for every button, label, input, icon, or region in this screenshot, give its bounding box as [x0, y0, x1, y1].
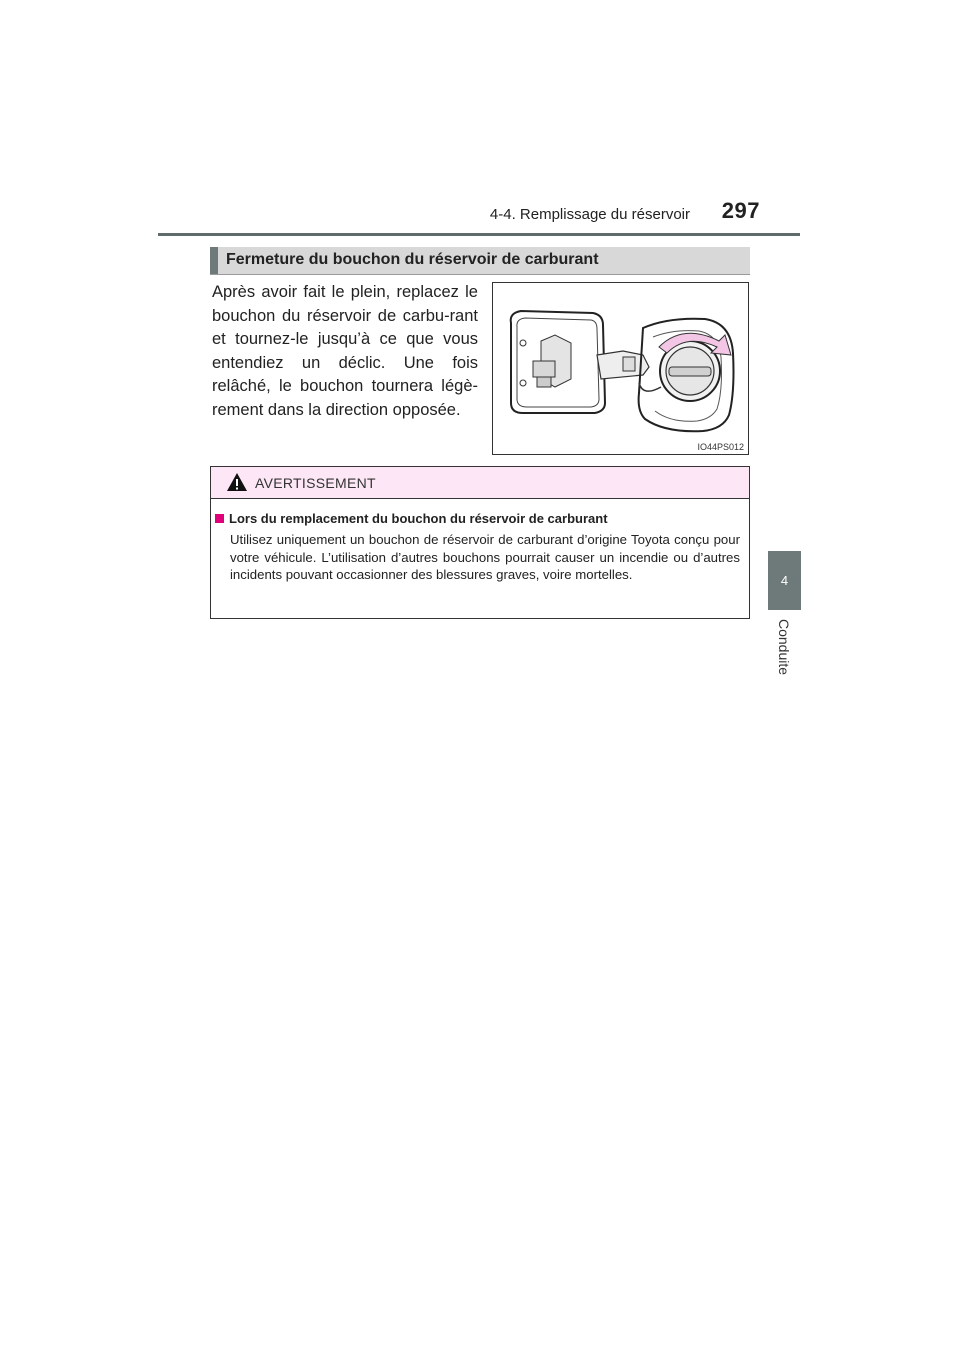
- bullet-square-icon: [215, 514, 224, 523]
- warning-subtitle-row: [215, 511, 608, 526]
- header-rule: [158, 233, 800, 236]
- chapter-number: 4: [780, 573, 789, 588]
- warning-title: AVERTISSEMENT: [255, 475, 376, 491]
- section-title: Fermeture du bouchon du réservoir de carburant: [226, 251, 599, 268]
- chapter-label: Conduite: [776, 618, 793, 676]
- figure-code: IO44PS012: [697, 442, 744, 452]
- chapter-tab: [768, 551, 801, 610]
- running-header-section: 4-4. Remplissage du réservoir: [489, 206, 690, 223]
- warning-triangle-icon: [226, 472, 248, 492]
- instruction-paragraph: Après avoir fait le plein, replacez le bouchon du réservoir de carbu-rant et tournez-le jusqu’à ce que vous entendiez un déclic. Une fois relâché, le bouchon tournera légè-rement dans la direction opposée.: [212, 283, 478, 419]
- fuel-cap-drawing: [493, 283, 748, 454]
- warning-text: Utilisez uniquement un bouchon de réservoir de carburant d’origine Toyota conçu pour votre véhicule. L’utilisation d’autres bouchons pourrait causer un incendie ou d’autres incidents pouvant occasionner des blessures graves, voire mortelles.: [230, 532, 740, 582]
- section-heading-bar: [210, 247, 218, 274]
- warning-header: [211, 467, 749, 499]
- chapter-label-wrap: [768, 612, 801, 682]
- warning-box: [210, 466, 750, 619]
- page-number: 297: [721, 198, 760, 223]
- fuel-cap-illustration: [492, 282, 749, 455]
- section-heading: [210, 247, 750, 275]
- warning-subtitle: Lors du remplacement du bouchon du réservoir de carburant: [229, 511, 608, 526]
